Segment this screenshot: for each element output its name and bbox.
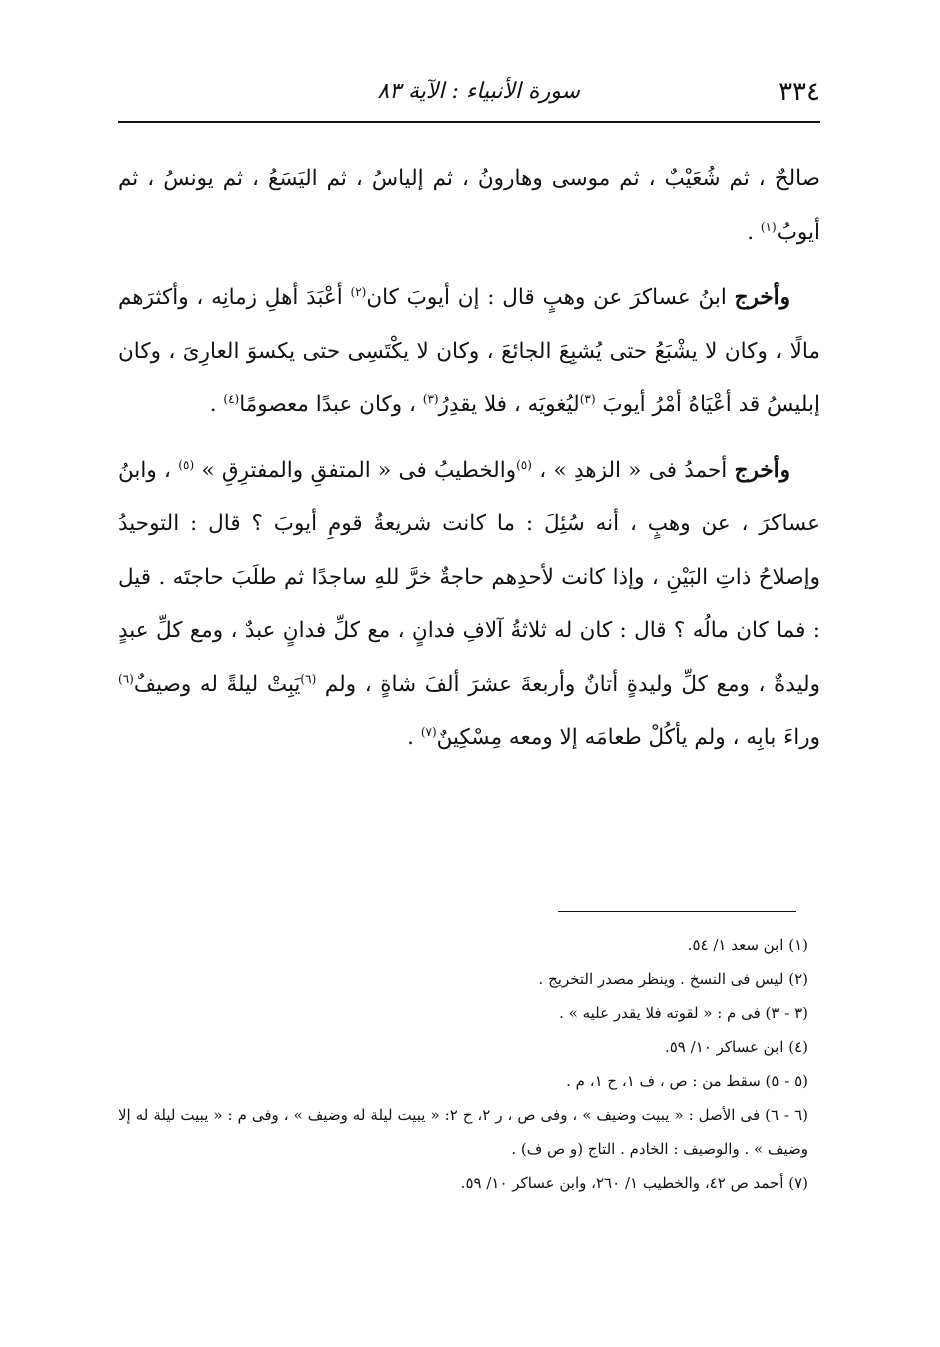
footnote-3: (٣ - ٣) فى م : « لقوته فلا يقدر عليه » . <box>559 1004 808 1022</box>
footnote-2: (٢) ليس فى النسخ . وينظر مصدر التخريج . <box>538 970 808 988</box>
footnote-ref: (٥) <box>516 457 532 472</box>
page-header <box>118 72 820 112</box>
header-rule <box>118 121 820 123</box>
footnote-ref: (٧) <box>420 724 437 739</box>
footnote-1: (١) ابن سعد ١/ ٥٤. <box>687 936 808 954</box>
paragraph-2: وأخرج ابنُ عساكرَ عن وهبٍ قال : إن أيوبَ كان$^{(٢)}$ أعْبَدَ أهلِ زمانِه ، وأكثرَهم مالًا ، وكان لا يشْبَعُ حتى يُشبِعَ الجائعَ ، وكان لا يكْتَسِى حتى يكسوَ العارِىَ ، وكان إبليسُ قد أعْيَاهُ أمْرُ أيوبَ $^{(٣)}$ليُغويَه ، فلا يقدِرُ$^{(٣)}$ ، وكان عبدًا معصومًا$^{(٤)}$ . <box>118 284 820 417</box>
footnotes <box>118 928 820 1200</box>
main-text <box>118 152 820 777</box>
paragraph-lead: وأخرج <box>734 285 790 310</box>
paragraph-3: وأخرج أحمدُ فى « الزهدِ » ، $^{(٥)}$والخطيبُ فى « المتفقِ والمفترِقِ » $^{(٥)}$ ، وابنُ عساكرَ ، عن وهبٍ ، أنه سُئِلَ : ما كانت شريعةُ قومِ أيوبَ ؟ قال : التوحيدُ وإصلاحُ ذاتِ البَيْنِ ، وإذا كانت لأحدِهم حاجةٌ خرَّ للهِ ساجدًا ثم طلَبَ حاجتَه . قيل : فما كان مالُه ؟ قال : كان له ثلاثةُ آلافِ فدانٍ ، مع كلِّ فدانٍ عبدٌ ، ومع كلِّ عبدٍ وليدةٌ ، ومع كلِّ وليدةٍ أتانٌ وأربعةَ عشرَ ألفَ شاةٍ ، ولم $^{(٦)}$يَبِتْ ليلةً له وصيفٌ$^{(٦)}$ وراءَ بابِه ، ولم يأكُلْ طعامَه إلا ومعه مِسْكِينٌ$^{(٧)}$ . <box>118 457 820 750</box>
page-number: ٣٣٤ <box>778 77 820 107</box>
footnote-ref: (٦) <box>300 671 317 686</box>
footnote-ref: (١) <box>760 219 777 234</box>
footnote-ref: (٣) <box>579 391 596 406</box>
footnote-ref: (٦) <box>118 671 134 686</box>
paragraph-1: صالحٌ ، ثم شُعَيْبٌ ، ثم موسى وهارونُ ، ثم إلياسُ ، ثم اليَسَعُ ، ثم يونسُ ، ثم أيوبُ$^{(١)}$ . <box>118 166 820 245</box>
footnote-separator <box>558 911 796 912</box>
running-title: سورة الأنبياء : الآية ٨٣ <box>377 79 580 104</box>
footnote-7: (٧) أحمد ص ٤٢، والخطيب ١/ ٢٦٠، وابن عساكر ١٠/ ٥٩. <box>460 1174 808 1192</box>
footnote-ref: (٥) <box>178 457 195 472</box>
footnote-6: (٦ - ٦) فى الأصل : « يبيت وضيف » ، وفى ص ، ر ٢، ح ٢: « يبيت ليلة له وضيف » ، وفى م : « يبيت ليلة له إلا وضيف » . والوصيف : الخادم . التاج (و ص ف) . <box>118 1106 808 1158</box>
footnote-ref: (٢) <box>350 284 367 299</box>
footnote-4: (٤) ابن عساكر ١٠/ ٥٩. <box>664 1038 808 1056</box>
footnote-5: (٥ - ٥) سقط من : ص ، ف ١، ح ١، م . <box>566 1072 808 1090</box>
footnote-ref: (٣) <box>422 391 439 406</box>
footnote-ref: (٤) <box>223 391 240 406</box>
paragraph-lead: وأخرج <box>734 457 790 483</box>
